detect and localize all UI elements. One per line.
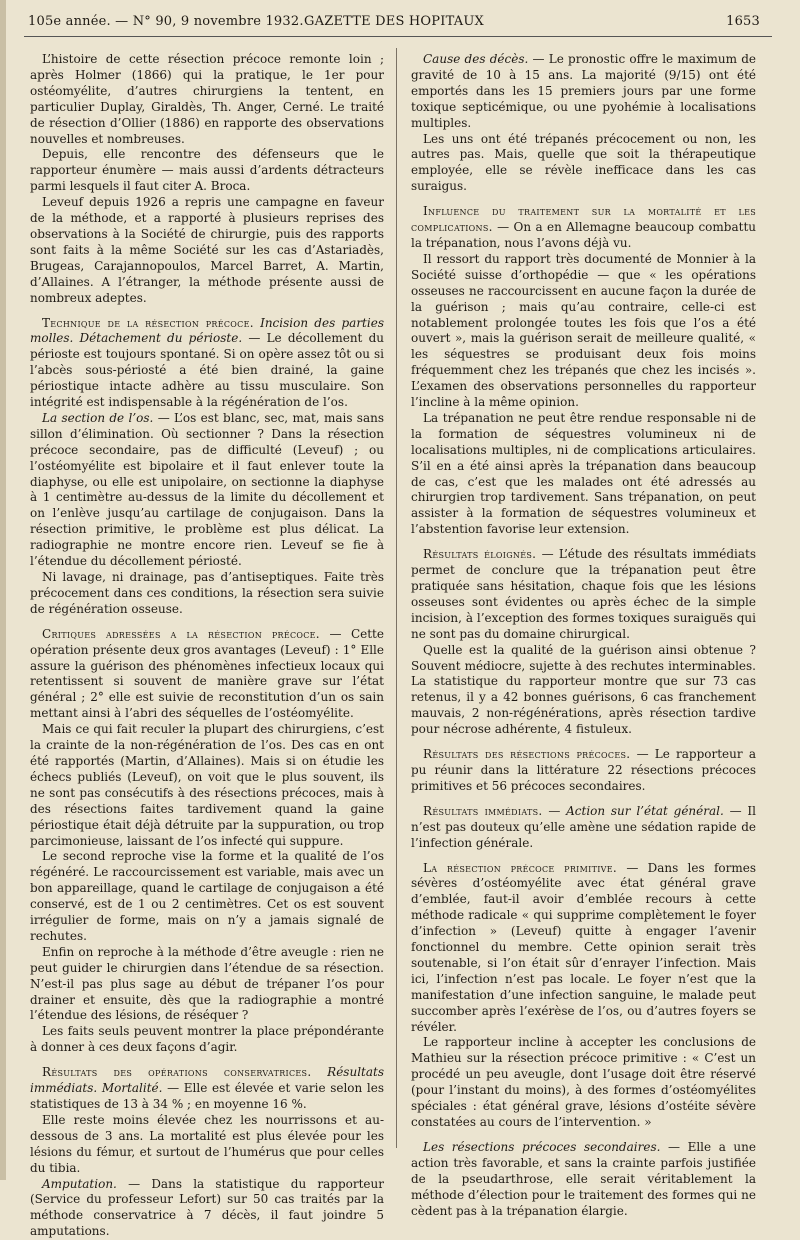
section-heading: La résection précoce primitive. <box>423 860 618 875</box>
italic-subheading: Les résections précoces secondaires. <box>423 1139 661 1154</box>
section-heading: Résultats des opérations conservatrices. <box>42 1065 312 1080</box>
paragraph <box>30 52 384 147</box>
paragraph <box>411 1035 756 1130</box>
paragraph-text: Ni lavage, ni drainage, pas d’antiseptiques. Faite très précocement dans ces conditions, la résection sera suivie de régénération osseuse. <box>30 570 384 616</box>
italic-subheading: Résultats immédiats. Mortalité. <box>30 1065 384 1096</box>
page-edge-shadow <box>0 0 6 1180</box>
page-header <box>28 14 760 32</box>
paragraph-text: La trépanation ne peut être rendue responsable ni de la formation de séquestres volumineux ni de localisations multiples, ni de complications articulaires. S’il en a été ainsi après la trépanation dans beaucoup de cas, c’est que les malades ont été adressés au chirurgien trop tardivement. Sans trépanation, on peut assister à la formation de séquestres volumineux et l’abstention favorise leur extension. <box>411 410 756 537</box>
paragraph-text: — Le rapporteur a pu réunir dans la littérature 22 résections précoces primitives et 56 précoces secondaires. <box>411 747 756 793</box>
section-heading: Résultats éloignés. <box>423 547 537 562</box>
paragraph-text: — L’étude des résultats immédiats permet de conclure que la trépanation peut être pratiquée sans hésitation, chaque fois que les lésions osseuses sont évidentes ou après échec de la simple incision, à l’exception des formes toxiques suraiguës qui ne sont pas du domaine chirurgical. <box>411 547 756 641</box>
paragraph <box>411 411 756 538</box>
paragraph <box>30 1065 384 1113</box>
section-heading: Influence du traitement sur la mortalité et les complications. <box>411 204 756 235</box>
right-column <box>411 52 756 1219</box>
section-heading: Résultats immédiats. <box>423 803 543 818</box>
paragraph-text: Depuis, elle rencontre des défenseurs que le rapporteur énumère — mais aussi d’ardents détracteurs parmi lesquels il faut citer A. Broca. <box>30 147 384 194</box>
paragraph <box>411 747 756 795</box>
paragraph <box>411 804 756 852</box>
column-divider <box>396 48 397 1148</box>
paragraph <box>30 1024 384 1056</box>
paragraph-text: Le second reproche vise la forme et la qualité de l’os régénéré. Le raccourcissement est variable, mais avec un bon appareillage, quand le cartilage de conjugaison a été conservé, est de 1 ou 2 centimètres. Cet os est souvent irrégulier de forme, mais on n’y a jamais signalé de rechutes. <box>30 849 384 943</box>
paragraph-text: Enfin on reproche à la méthode d’être aveugle : rien ne peut guider le chirurgien dans l’étendue de sa résection. N’est-il pas plus sage au début de trépaner l’os pour drainer et ensuite, dès que la radiographie a montré l’étendue des lésions, de réséquer ? <box>30 944 384 1023</box>
paragraph <box>30 411 384 570</box>
left-column <box>30 52 384 1240</box>
paragraph-text: — Elle est élevée et varie selon les statistiques de 13 à 34 % ; en moyenne 16 %. <box>30 1081 384 1111</box>
paragraph-text: — Dans les formes sévères d’ostéomyélite avec état général grave d’emblée, faut-il avoir d’emblée recours à cette méthode radicale « qui supprime complètement le foyer d’infection » (Leveuf) quitte à engager l’avenir fonctionnel du membre. Cette opinion serait très soutenable, si l’on était sûr d’enrayer l’infection. Mais ici, l’infection n’est pas locale. Le foyer n’est que la manifestation d’une infection sanguine, le malade peut succomber après l’exérèse de l’os, ou d’autres foyers se révéler. <box>411 860 756 1034</box>
paragraph <box>411 132 756 196</box>
section-heading: Critiques adressées a la résection précoce. <box>42 626 320 641</box>
italic-subheading: Amputation. <box>42 1176 117 1191</box>
paragraph-text: Elle reste moins élevée chez les nourrissons et au-dessous de 3 ans. La mortalité est plus élevée pour les lésions du fémur, et surtout de l’humérus que pour celles du tibia. <box>30 1112 384 1175</box>
header-page-number: 1653 <box>726 14 760 29</box>
paragraph-text: Mais ce qui fait reculer la plupart des chirurgiens, c’est la crainte de la non-régénération de l’os. Des cas en ont été rapportés (Martin, d’Allaines). Mais si on étudie les échecs publiés (Leveuf), on voit que le plus souvent, ils ne sont pas consécutifs à des résections précoces, mais à des résections faites tardivement quand la gaine périostique était déjà détruite par la suppuration, ou trop parcimonieuse, laissant de l’os infecté qui suppure. <box>30 722 384 848</box>
paragraph <box>30 147 384 195</box>
header-rule <box>24 36 772 37</box>
section-heading: Technique de la résection précoce. <box>42 315 254 330</box>
paragraph <box>30 945 384 1025</box>
paragraph-text: — Il n’est pas douteux qu’elle amène une sédation rapide de l’infection générale. <box>411 803 756 850</box>
paragraph-text: Les faits seuls peuvent montrer la place prépondérante à donner à ces deux façons d’agir. <box>30 1024 384 1055</box>
paragraph <box>30 849 384 944</box>
paragraph-text: — Cette opération présente deux gros avantages (Leveuf) : 1° Elle assure la guérison des phénomènes infectieux locaux qui retentissent si souvent de manière grave sur l’état général ; 2° elle est suivie de reconstitution d’un os sain mettant ainsi à l’abri des séquelles de l’ostéomyélite. <box>30 626 384 721</box>
paragraph <box>30 316 384 411</box>
paragraph <box>30 1113 384 1177</box>
paragraph-text: Quelle est la qualité de la guérison ainsi obtenue ? Souvent médiocre, sujette à des rechutes interminables. La statistique du rapporteur montre que sur 73 cas retenus, il y a 42 bonnes guérisons, 6 cas franchement mauvais, 2 non-régénérations, après résection tardive pour nécrose adhérente, 4 fistuleux. <box>411 642 756 737</box>
paragraph <box>411 204 756 252</box>
italic-subheading: Incision des parties molles. Détachement du périoste. <box>30 315 384 346</box>
paragraph-text: — Dans la statistique du rapporteur (Service du professeur Lefort) sur 50 cas traités par la méthode conservatrice à 7 décès, il faut joindre 5 amputations. <box>30 1176 384 1239</box>
section-heading: Résultats des résections précoces. <box>423 747 631 762</box>
italic-subheading: — Action sur l’état général. <box>548 803 724 818</box>
paragraph-text: L’histoire de cette résection précoce remonte loin ; après Holmer (1866) qui la pratique, le 1er pour ostéomyélite, d’autres chirurgiens la tentent, en particulier Duplay, Giraldès, Th. Anger, Cerné. Le traité de résection d’Ollier (1886) en rapporte des observations nouvelles et nombreuses. <box>30 52 384 146</box>
paragraph <box>30 1177 384 1240</box>
italic-subheading: Cause des décès. <box>423 52 529 66</box>
paragraph <box>411 643 756 738</box>
paragraph <box>411 252 756 411</box>
paragraph-text: Leveuf depuis 1926 a repris une campagne en faveur de la méthode, et a rapporté à plusieurs reprises des observations à la Société de chirurgie, puis des rapports sont faits à la même Société sur les cas d’Astariadès, Brugeas, Carajannopoulos, Marcel Barret, A. Martin, d’Allaines. A l’étranger, la méthode présente aussi de nombreux adeptes. <box>30 195 384 305</box>
paragraph-text: Les uns ont été trépanés précocement ou non, les autres pas. Mais, quelle que soit la thérapeutique employée, elle se révèle inefficace dans les cas suraigus. <box>411 131 756 194</box>
header-journal-title: GAZETTE DES HOPITAUX <box>304 14 484 29</box>
paragraph-text: — On a en Allemagne beaucoup combattu la trépanation, nous l’avons déjà vu. <box>411 220 756 250</box>
paragraph-text: — L’os est blanc, sec, mat, mais sans sillon d’élimination. Où sectionner ? Dans la résection précoce secondaire, pas de difficulté (Leveuf) ; ou l’ostéomyélite est bipolaire et il faut enlever toute la diaphyse, ou elle est unipolaire, on sectionne la diaphyse à 1 centimètre au-dessus de la limite du décollement et on l’enlève jusqu’au cartilage de conjugaison. Dans la résection primitive, le problème est plus délicat. La radiographie ne montre encore rien. Leveuf se fie à l’étendue du décollement périosté. <box>30 410 384 569</box>
paragraph-text: — Elle a une action très favorable, et sans la crainte parfois justifiée de la pseudarthrose, elle serait véritablement la méthode d’élection pour le traitement des formes qui ne cèdent pas à la trépanation élargie. <box>411 1139 756 1218</box>
header-issue-info: 105e année. — N° 90, 9 novembre 1932. <box>28 14 304 29</box>
paragraph <box>411 52 756 132</box>
paragraph <box>30 627 384 722</box>
paragraph <box>30 722 384 849</box>
paragraph <box>411 861 756 1036</box>
paragraph-text: Il ressort du rapport très documenté de Monnier à la Société suisse d’orthopédie — que « les opérations osseuses ne raccourcissent en aucune façon la durée de la guérison ; mais qu’au contraire, celle-ci est notablement prolongée toutes les fois que l’os a été ouvert », mais la guérison serait de meilleure qualité, « les séquestres se produisant deux fois moins fréquemment chez les trépanés que chez les incisés ». L’examen des observations personnelles du rapporteur l’incline à la même opinion. <box>411 251 756 410</box>
paragraph <box>30 570 384 618</box>
paragraph <box>411 547 756 642</box>
paragraph <box>30 195 384 306</box>
paragraph-text: Le rapporteur incline à accepter les conclusions de Mathieu sur la résection précoce primitive : « C’est un procédé un peu aveugle, dont l’usage doit être réservé (pour l’instant du moins), à des formes d’ostéomyélites spéciales : état général grave, lésions d’ostéite sévère constatées au cours de l’intervention. » <box>411 1035 756 1129</box>
italic-subheading: La section de l’os. <box>42 410 154 425</box>
paragraph-text: — Le décollement du périoste est toujours spontané. Si on opère assez tôt ou si l’abcès sous-périosté a été bien drainé, la gaine périostique intacte adhère au tissu musculaire. Son intégrité est indispensable à la régénération de l’os. <box>30 331 384 410</box>
paragraph-text: — Le pronostic offre le maximum de gravité de 10 à 15 ans. La majorité (9/15) ont été emportés dans les 15 premiers jours par une forme toxique septicémique, ou une pyohémie à localisations multiples. <box>411 52 756 130</box>
